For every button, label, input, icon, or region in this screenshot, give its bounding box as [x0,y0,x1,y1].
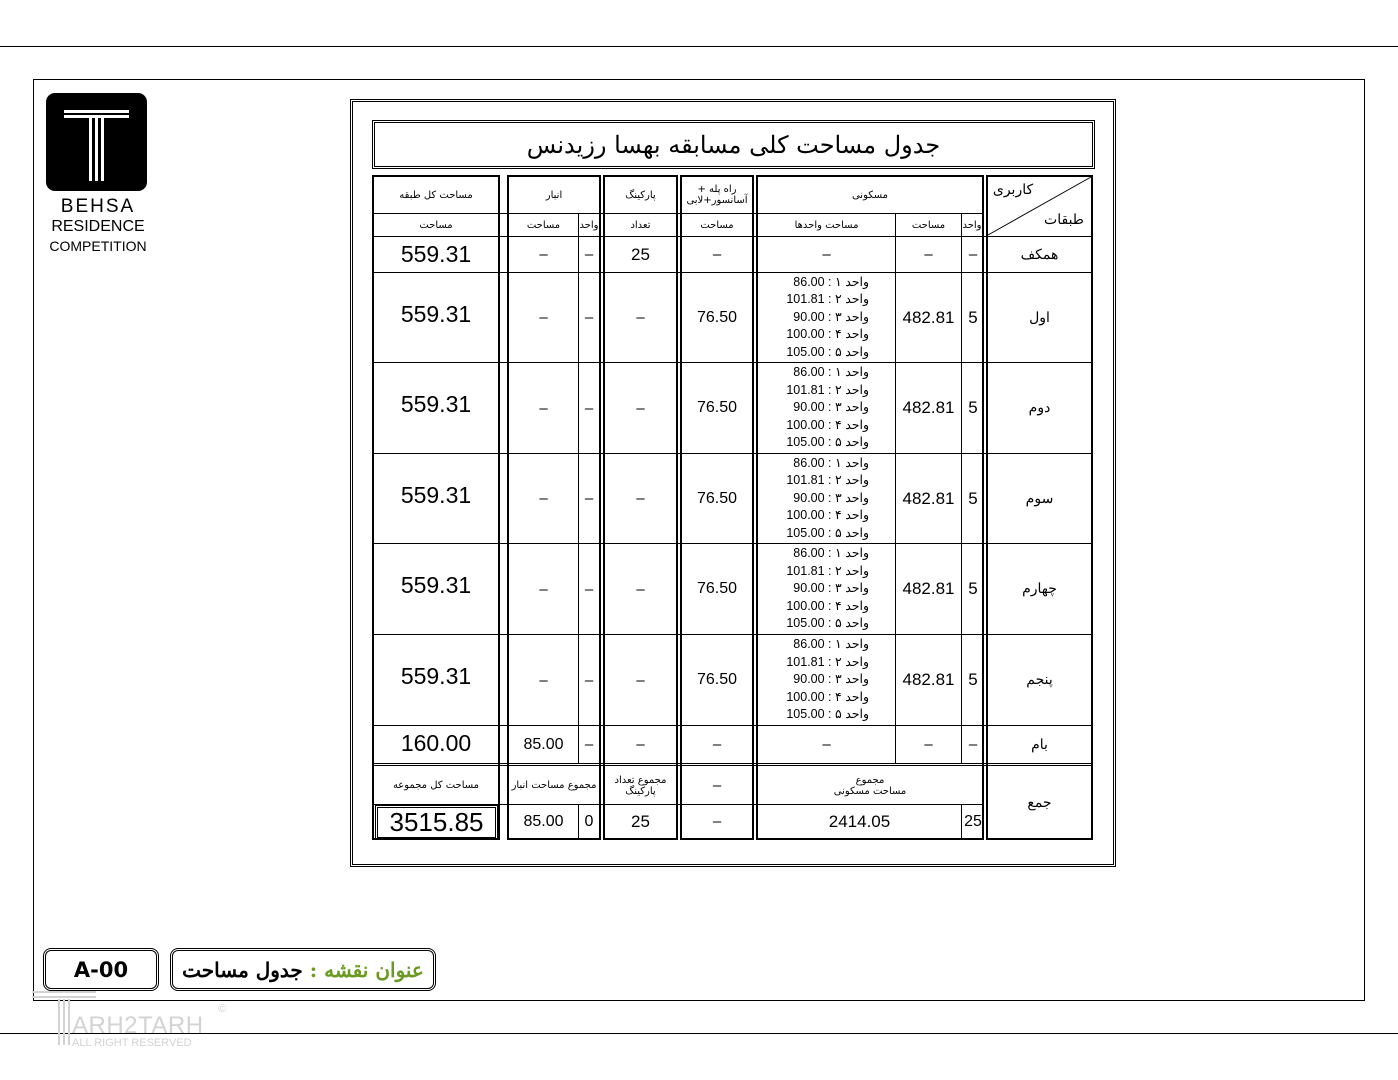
row-parking: – [636,399,645,417]
subheader-unit: واحد [579,219,599,231]
unit-entry: واحد ۲ : 101.81 [786,382,869,397]
summary-storage-header: مجموع مساحت انبار [511,780,597,791]
row-res-units: 5 [968,398,978,417]
row-floor-total: 559.31 [400,481,472,508]
row-floor-total: 559.31 [400,572,472,598]
summary-res-area: 2414.05 [828,811,891,831]
summary-storage-units: 0 [584,812,594,830]
summary-total-header: مساحت کل مجموعه [392,780,480,791]
row-res-units: 5 [968,670,978,689]
summary-res-header: مجموع مساحت مسکونی [833,774,907,797]
unit-entry: واحد ۳ : 90.00 [793,400,869,415]
row-units-list [758,363,895,453]
row-floor-total: 160.00 [400,730,472,756]
row-floor-total: 559.31 [400,391,472,417]
unit-entry: واحد ۲ : 101.81 [786,654,869,669]
row-storage-area: – [539,580,548,598]
row-floor-name: همکف [1020,246,1059,263]
row-floor-name: چهارم [1022,581,1057,597]
row-stairs: 76.50 [696,308,738,326]
unit-entry: واحد ۲ : 101.81 [786,292,869,307]
header-stairs: راه پله + آسانسور+لابی [686,184,748,206]
unit-entry: واحد ۱ : 86.00 [793,455,869,470]
unit-entry: واحد ۴ : 100.00 [786,689,869,704]
row-storage-units: – [584,399,594,417]
sheet-code: A-00 [43,948,159,991]
header-floor-total: مساحت کل طبقه [399,189,473,201]
row-floor-name: بام [1031,736,1048,753]
unit-entry: واحد ۳ : 90.00 [793,490,869,505]
row-floor-name: اول [1029,309,1050,326]
subheader-area: مساحت [700,219,734,231]
summary-parking-header: مجموع تعداد پارکینگ [614,774,667,797]
unit-entry: واحد ۴ : 100.00 [786,417,869,432]
row-floor-total: 559.31 [400,300,472,327]
logo-column [101,117,104,181]
unit-entry: واحد ۵ : 105.00 [786,616,869,631]
table-title: جدول مساحت کلی مسابقه بهسا رزیدنس [372,120,1095,169]
row-storage-area: – [539,246,548,263]
row-units-area: – [822,736,831,753]
brand-line-3: COMPETITION [49,238,147,254]
unit-entry: واحد ۴ : 100.00 [786,598,869,613]
unit-entry: واحد ۲ : 101.81 [786,563,869,578]
row-res-area: 482.81 [902,307,955,327]
row-units-list [758,273,895,362]
unit-entry: واحد ۲ : 101.81 [786,473,869,488]
header-floors: طبقات [1044,212,1084,228]
row-parking: – [636,309,645,326]
row-storage-area: – [539,309,548,326]
row-res-units: – [968,736,978,753]
row-stairs: 76.50 [696,399,738,416]
header-parking: پارکینگ [625,189,656,201]
header-usage: کاربری [992,182,1034,198]
watermark-brand: ARH2TARH [72,1012,204,1039]
summary-res-units: 25 [964,812,982,830]
row-stairs: – [712,736,722,753]
header-residential: مسکونی [851,189,889,201]
row-floor-name: پنجم [1026,672,1053,688]
subheader-count: تعداد [630,219,651,231]
row-res-units: 5 [968,579,978,598]
summary-label: جمع [1027,794,1052,811]
row-res-area: 482.81 [902,398,955,417]
row-stairs: – [712,246,722,263]
row-storage-area: 85.00 [523,735,564,753]
unit-entry: واحد ۵ : 105.00 [786,435,869,450]
summary-storage-area: 85.00 [523,812,564,830]
sheet-name-label: عنوان نقشه : [309,957,424,982]
row-stairs: 76.50 [696,489,738,507]
brand-line-1: BEHSA [60,196,136,217]
row-storage-area: – [539,490,548,507]
row-stairs: 76.50 [696,671,738,688]
summary-stairs: – [712,813,722,830]
summary-total: 3515.85 [377,807,496,838]
subheader-area: مساحت [419,219,453,231]
row-storage-area: – [539,671,548,689]
row-units-list [758,544,895,634]
row-storage-units: – [584,736,594,753]
watermark [30,985,230,1047]
row-res-area: – [924,246,933,263]
row-storage-units: – [584,309,594,326]
subheader-units-area: مساحت واحدها [794,219,859,231]
row-units-area: – [822,246,831,263]
unit-entry: واحد ۳ : 90.00 [793,581,869,596]
row-parking: – [636,671,645,689]
row-res-units: 5 [968,307,978,327]
row-res-units: 5 [968,488,978,508]
unit-entry: واحد ۴ : 100.00 [786,327,869,342]
row-res-area: – [924,736,933,753]
behsa-logo [46,93,147,191]
watermark-copyright: © [218,1003,227,1015]
row-res-area: 482.81 [902,670,955,689]
unit-entry: واحد ۱ : 86.00 [793,274,869,289]
unit-entry: واحد ۱ : 86.00 [793,546,869,561]
unit-entry: واحد ۵ : 105.00 [786,344,869,359]
unit-entry: واحد ۳ : 90.00 [793,672,869,687]
logo-column [95,117,98,181]
row-floor-name: سوم [1025,490,1054,507]
subheader-area: مساحت [526,219,561,231]
summary-parking: 25 [631,811,650,831]
row-units-list [758,454,895,543]
header-storage: انبار [545,189,563,201]
unit-entry: واحد ۱ : 86.00 [793,365,869,380]
row-storage-units: – [584,671,594,689]
row-stairs: 76.50 [696,580,738,597]
row-parking: – [636,736,645,753]
row-storage-units: – [584,246,594,263]
unit-entry: واحد ۵ : 105.00 [786,525,869,540]
row-parking: – [636,490,645,507]
subheader-unit: واحد [962,219,982,231]
row-parking: 25 [631,244,650,264]
brand-line-2: RESIDENCE [51,218,145,235]
row-res-area: 482.81 [902,579,955,598]
row-res-area: 482.81 [902,488,955,508]
rule-double [372,763,1093,766]
sheet-name-value: جدول مساحت [182,957,303,982]
row-units-list [758,635,895,725]
unit-entry: واحد ۳ : 90.00 [793,309,869,324]
unit-entry: واحد ۴ : 100.00 [786,508,869,523]
logo-column [89,117,92,181]
row-floor-total: 559.31 [400,241,472,267]
unit-entry: واحد ۵ : 105.00 [786,707,869,722]
row-parking: – [636,580,645,598]
summary-stairs-header: – [712,777,722,794]
row-storage-area: – [539,399,548,417]
watermark-sub: ALL RIGHT RESERVED [72,1037,192,1049]
logo-bar [64,110,129,113]
row-storage-units: – [584,580,594,598]
row-res-units: – [968,246,978,263]
unit-entry: واحد ۱ : 86.00 [793,637,869,652]
row-floor-total: 559.31 [400,663,472,689]
subheader-area: مساحت [911,219,946,231]
row-floor-name: دوم [1028,400,1051,416]
row-storage-units: – [584,490,594,507]
